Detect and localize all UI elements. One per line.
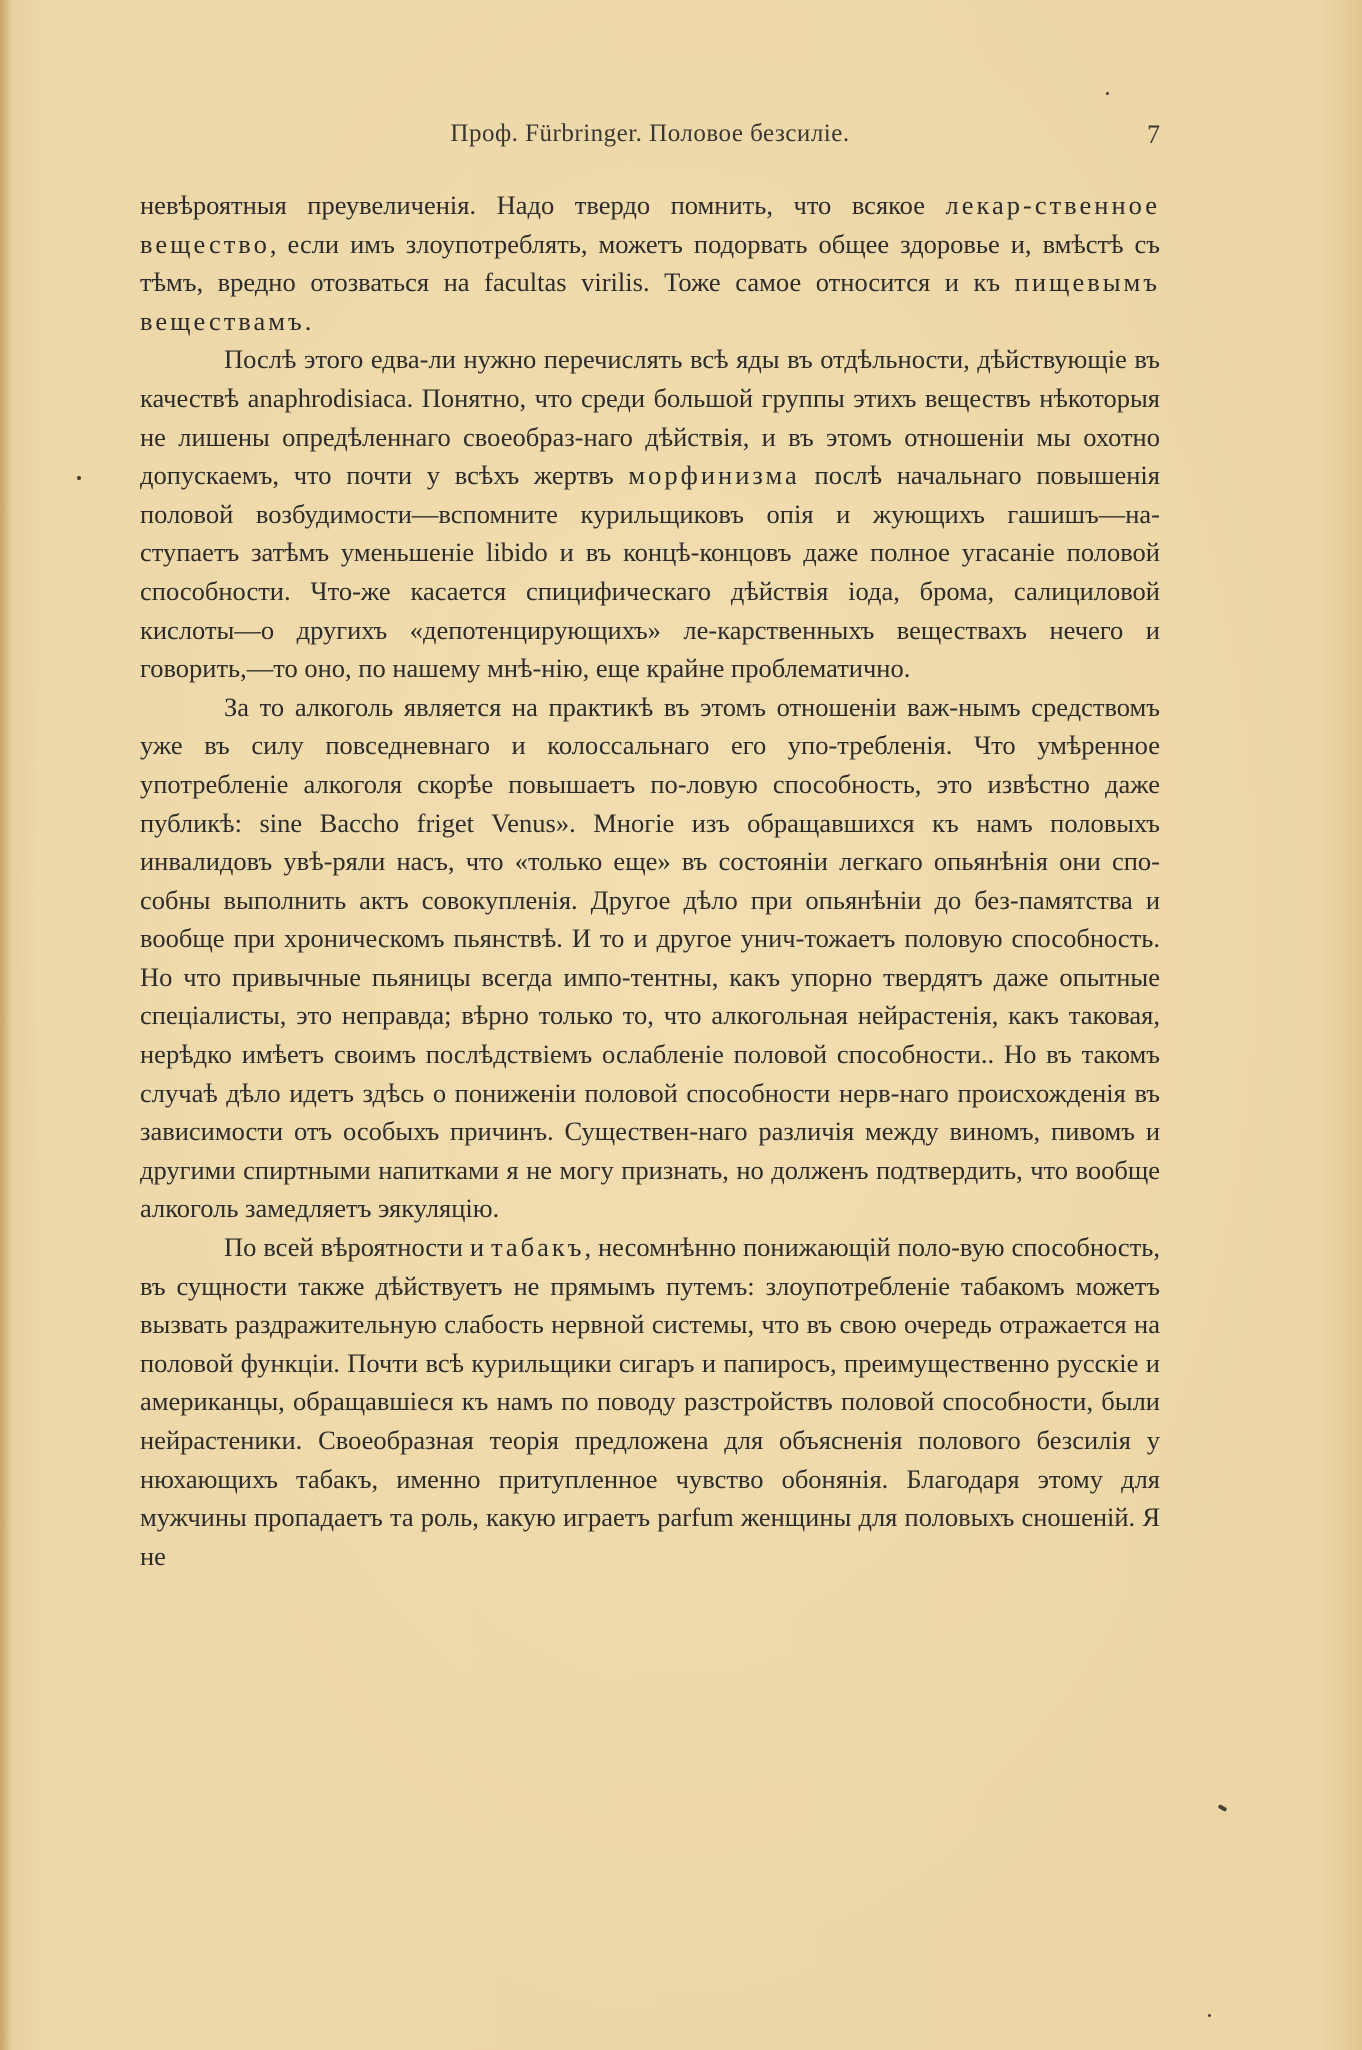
body-text xyxy=(140,186,1160,1575)
page-number: 7 xyxy=(1147,120,1160,149)
ink-speck xyxy=(77,476,81,480)
ink-speck xyxy=(1106,92,1109,95)
ink-speck xyxy=(1218,1804,1228,1812)
text-run: За то алкоголь является на практикѣ въ этомъ отношеніи важ-нымъ средствомъ уже въ силу повседневнаго и колоссальнаго его упо-требленія. Что умѣренное употребленіе алкоголя скорѣе повышаетъ по-ловую способность, это извѣстно даже публикѣ: sine Baccho friget Venus». Многіе изъ обращавшихся къ намъ половыхъ инвалидовъ увѣ-ряли насъ, что «только еще» въ состояніи легкаго опьянѣнія они спо-собны выполнить актъ совокупленія. Другое дѣло при опьянѣніи до без-памятства и вообще при хроническомъ пьянствѣ. И то и другое унич-тожаетъ половую способность. Но что привычные пьяницы всегда импо-тентны, какъ упорно твердятъ даже опытные спеціалисты, это неправда; вѣрно только то, что алкогольная нейрастенія, какъ таковая, нерѣдко имѣетъ своимъ послѣдствіемъ ослабленіе половой способности.. Но въ такомъ случаѣ дѣло идетъ здѣсь о пониженіи половой способности нерв-наго происхожденія въ зависимости отъ особыхъ причинъ. Существен-наго различія между виномъ, пивомъ и другими спиртными напитками я не могу признать, но долженъ подтвердить, что вообще алкоголь замедляетъ эякуляцію. xyxy=(140,691,1160,1224)
spaced-emphasis-text: лекар-ственное вещество xyxy=(140,190,1160,259)
spaced-emphasis-text: морфинизма xyxy=(628,460,800,491)
ink-speck xyxy=(1208,2014,1211,2017)
running-head: Проф. Fürbringer. Половое безсиліе. xyxy=(450,120,850,147)
paragraph xyxy=(140,1228,1160,1575)
text-run: . xyxy=(304,305,312,336)
paragraph xyxy=(140,688,1160,1228)
page-header xyxy=(140,120,1160,160)
spaced-emphasis-text: табакъ xyxy=(490,1232,585,1263)
text-run: невѣроятныя преувеличенія. Надо твердо помнить, что всякое xyxy=(140,190,946,220)
text-run: послѣ начальнаго повышенія половой возбудимости—вспомните курильщиковъ опія и жующихъ гашишъ—на-ступаетъ затѣмъ уменьшеніе libido и въ концѣ-концовъ даже полное угасаніе половой способности. Что-же касается спицифическаго дѣйствія іода, брома, салициловой кислоты—о другихъ «депотенцирующихъ» ле-карственныхъ веществахъ нечего и говорить,—то оно, по нашему мнѣ-нію, еще крайне проблематично. xyxy=(140,460,1160,684)
paragraph xyxy=(140,340,1160,687)
paragraph xyxy=(140,186,1160,340)
text-run: По всей вѣроятности и xyxy=(224,1232,491,1263)
text-run: , если имъ злоупотреблять, можетъ подорвать общее здоровье и, вмѣстѣ съ тѣмъ, вредно отозваться на facultas virilis. Тоже самое относится и къ xyxy=(140,228,1160,298)
text-run: Послѣ этого едва-ли нужно перечислять всѣ яды въ отдѣльности, дѣйствующіе въ качествѣ anaphrodisiaca. Понятно, что среди большой группы этихъ веществъ нѣкоторыя не лишены опредѣленнаго своеобраз-наго дѣйствія, и въ этомъ отношеніи мы охотно допускаемъ, что почти у всѣхъ жертвъ xyxy=(140,344,1160,491)
text-run: , несомнѣнно понижающій поло-вую способность, въ сущности также дѣйствуетъ не прямымъ путемъ: злоупотребленіе табакомъ можетъ вызвать раздражительную слабость нервной системы, что въ свою очередь отражается на половой функціи. Почти всѣ курильщики сигаръ и папиросъ, преимущественно русскіе и американцы, обращавшіеся къ намъ по поводу разстройствъ половой способности, были нейрастеники. Своеобразная теорія предложена для объясненія полового безсилія у нюхающихъ табакъ, именно притупленное чувство обонянія. Благодаря этому для мужчины пропадаетъ та роль, какую играетъ parfum женщины для половыхъ сношеній. Я не xyxy=(140,1232,1160,1571)
page-edge-shadow xyxy=(0,0,10,2050)
spaced-emphasis-text: пищевымъ веществамъ xyxy=(140,267,1160,336)
